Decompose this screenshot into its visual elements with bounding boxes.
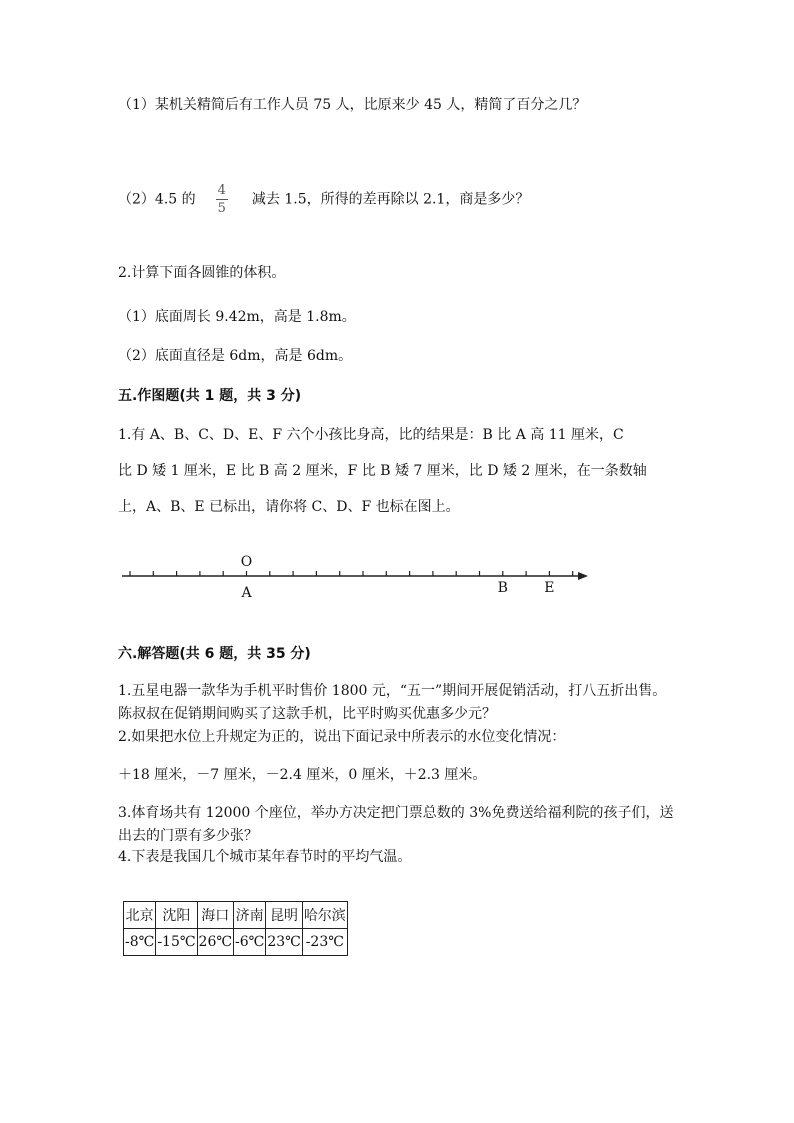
question-4-2-start: （2）4.5 的 — [118, 191, 196, 208]
table-cell: -23℃ — [302, 929, 347, 956]
item-2-b: （2）底面直径是 6dm，高是 6dm。 — [118, 348, 353, 364]
table-cell: 23℃ — [266, 929, 302, 956]
question-6-1: 1.五星电器一款华为手机平时售价 1800 元，“五一”期间开展促销活动，打八五折出售。陈叔叔在促销期间购买了这款手机，比平时购买优惠多少元？ — [118, 683, 667, 722]
question-6-2-values: ＋18 厘米，－7 厘米，－2.4 厘米，0 厘米，＋2.3 厘米。 — [118, 767, 487, 783]
temperature-table — [123, 901, 348, 956]
table-cell: -6℃ — [234, 929, 266, 956]
table-cell: 沈阳 — [156, 902, 197, 929]
question-4-1: （1）某机关精简后有工作人员 75 人，比原来少 45 人，精简了百分之几？ — [118, 97, 587, 113]
table-row-cities — [124, 902, 348, 929]
question-6-3: 3.体育场共有 12000 个座位，举办方决定把门票总数的 3%免费送给福利院的孩子们，送出去的门票有多少张？ — [118, 805, 674, 844]
point-label-e: E — [544, 580, 555, 596]
table-cell: -15℃ — [156, 929, 197, 956]
question-4-2 — [118, 184, 529, 215]
fraction-denominator: 5 — [217, 201, 226, 216]
table-cell: 北京 — [124, 902, 156, 929]
table-cell: 哈尔滨 — [302, 902, 347, 929]
table-cell: 26℃ — [197, 929, 233, 956]
item-2-title: 2.计算下面各圆锥的体积。 — [118, 265, 286, 281]
origin-label: O — [240, 554, 253, 570]
point-label-b: B — [497, 580, 508, 596]
table-cell: 昆明 — [266, 902, 302, 929]
item-2-a: （1）底面周长 9.42m，高是 1.8m。 — [118, 309, 356, 325]
table-cell: 海口 — [197, 902, 233, 929]
question-5-1-line-2: 比 D 矮 1 厘米，E 比 B 高 2 厘米，F 比 B 矮 7 厘米，比 D 矮 2 厘米，在一条数轴 — [118, 463, 647, 479]
number-line-arrow — [578, 572, 588, 580]
section-title-6: 六.解答题(共 6 题，共 35 分) — [118, 646, 311, 662]
fraction — [216, 184, 228, 215]
table-cell: -8℃ — [124, 929, 156, 956]
point-labels — [240, 580, 554, 601]
question-6-4: 4.下表是我国几个城市某年春节时的平均气温。 — [118, 849, 412, 865]
question-5-1-line-3: 上，A、B、E 已标出，请你将 C、D、F 也标在图上。 — [118, 499, 460, 515]
section-title-5: 五.作图题(共 1 题，共 3 分) — [118, 388, 302, 404]
table-row-temps — [124, 929, 348, 956]
table-cell: 济南 — [234, 902, 266, 929]
fraction-numerator: 4 — [217, 183, 226, 198]
question-4-2-end: 减去 1.5，所得的差再除以 2.1，商是多少？ — [251, 191, 530, 208]
point-label-a: A — [241, 585, 252, 601]
question-5-1-line-1: 1.有 A、B、C、D、E、F 六个小孩比身高，比的结果是：B 比 A 高 11 厘米，C — [118, 427, 624, 443]
number-line — [110, 545, 610, 605]
question-6-2: 2.如果把水位上升规定为正的，说出下面记录中所表示的水位变化情况： — [118, 729, 566, 745]
